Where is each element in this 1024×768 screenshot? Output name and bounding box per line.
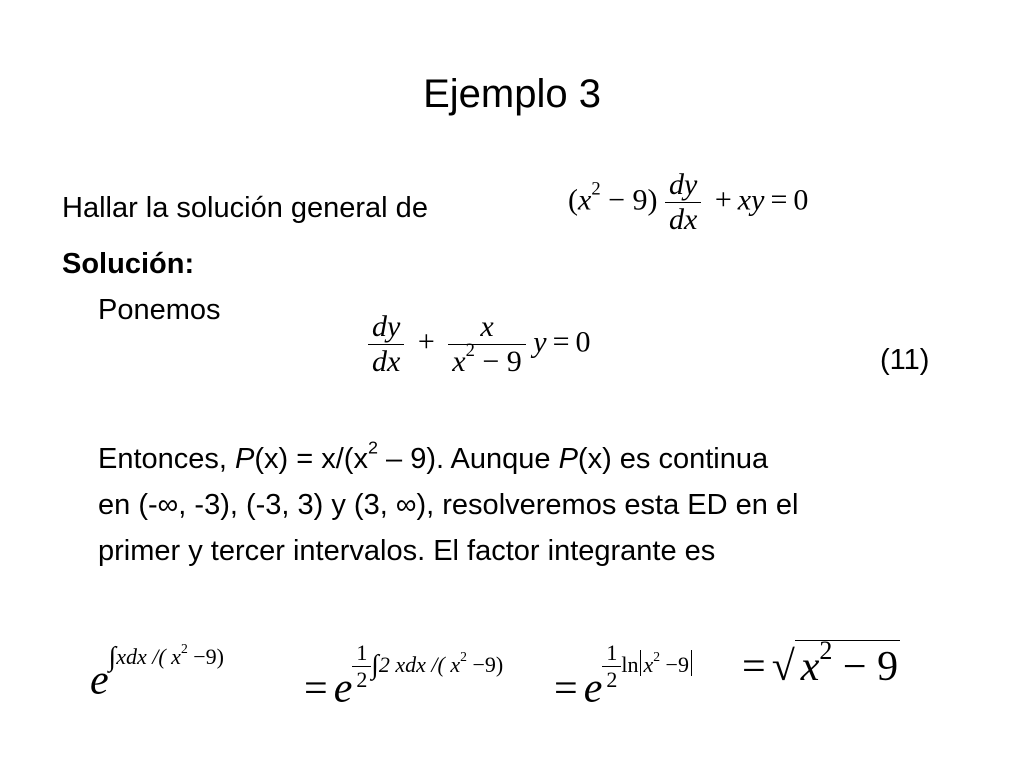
equation-step-2 bbox=[298, 640, 503, 713]
paragraph-line-3: primer y tercer intervalos. El factor integrante es bbox=[98, 535, 716, 567]
eq2-dx: dx bbox=[372, 345, 401, 378]
eq2-den-x: x bbox=[452, 345, 466, 378]
eq2-coefficient bbox=[448, 310, 526, 379]
eq3-part2-end: −9) bbox=[466, 651, 504, 677]
eq1-dy: dy bbox=[665, 168, 701, 203]
eq1-exponent: 2 bbox=[591, 178, 601, 200]
equation-integrating-factor bbox=[90, 640, 224, 705]
eq3-e1: e bbox=[90, 657, 109, 704]
eq1-minus9: − 9) bbox=[600, 183, 658, 217]
eq3-part3-x: x bbox=[643, 651, 654, 677]
line1-pre: Entonces, bbox=[98, 443, 236, 475]
eq2-denominator bbox=[448, 340, 526, 379]
eq3-ln: ln bbox=[621, 651, 639, 677]
line1-exp: 2 bbox=[367, 437, 378, 458]
eq3-part1-end: −9) bbox=[187, 643, 224, 669]
eq3-exponent-3 bbox=[602, 640, 694, 692]
eq3-half-2 bbox=[602, 640, 621, 693]
eq2-y: y bbox=[533, 325, 547, 359]
eq1-zero: 0 bbox=[793, 183, 809, 217]
eq3-part2-exp: 2 bbox=[460, 648, 467, 664]
eq2-equals: = bbox=[552, 325, 570, 359]
half-num-2: 1 bbox=[602, 640, 621, 667]
eq3-part2: 2 xdx /( x bbox=[378, 651, 461, 677]
eq3-equals-3: = bbox=[742, 644, 766, 690]
equation-step-3 bbox=[548, 640, 694, 713]
equation-standard-form bbox=[368, 310, 591, 379]
eq3-equals-2: = bbox=[554, 665, 578, 712]
line1-mid: – 9). Aunque bbox=[377, 443, 559, 475]
integral-icon: ∫ bbox=[371, 647, 379, 679]
eq3-exponent-2 bbox=[352, 640, 504, 692]
eq2-zero: 0 bbox=[575, 325, 591, 359]
abs-bar-right bbox=[691, 650, 692, 676]
rad-x: x bbox=[800, 644, 820, 690]
equation-step-4 bbox=[736, 636, 900, 691]
rad-rest: − 9 bbox=[832, 644, 899, 690]
eq3-part1-exp: 2 bbox=[180, 640, 188, 656]
eq2-den-exponent: 2 bbox=[465, 340, 475, 362]
eq3-exponent-1 bbox=[108, 640, 224, 671]
paragraph-line-1 bbox=[98, 436, 799, 482]
ponemos-text: Ponemos bbox=[98, 294, 221, 326]
line1-x: (x) = x/(x bbox=[254, 443, 368, 475]
eq3-e3: e bbox=[583, 665, 603, 712]
eq3-radicand bbox=[795, 636, 900, 691]
eq3-e2: e bbox=[333, 665, 353, 712]
eq1-plus: + bbox=[714, 183, 732, 217]
line1-x2: (x) es continua bbox=[577, 443, 769, 475]
eq3-part3-end: −9 bbox=[660, 651, 689, 677]
equation-number: (11) bbox=[880, 344, 930, 376]
eq1-x: x bbox=[578, 183, 592, 217]
eq1-derivative bbox=[665, 168, 701, 237]
eq2-den-rest: − 9 bbox=[474, 345, 522, 378]
paragraph-line-2: en (-∞, -3), (-3, 3) y (3, ∞), resolveremos esta ED en el bbox=[98, 489, 799, 521]
abs-bar-left bbox=[640, 650, 641, 676]
eq1-xy: xy bbox=[737, 183, 765, 217]
slide-title: Ejemplo 3 bbox=[423, 72, 601, 116]
eq2-derivative bbox=[368, 310, 404, 379]
half-den-1: 2 bbox=[356, 667, 368, 692]
eq2-plus: + bbox=[417, 325, 435, 359]
equation-ode bbox=[568, 168, 808, 237]
solution-label: Solución: bbox=[62, 248, 195, 280]
explanation-paragraph bbox=[98, 436, 799, 574]
eq3-half-1 bbox=[352, 640, 371, 693]
rad-exp: 2 bbox=[819, 636, 833, 666]
eq3-part3-exp: 2 bbox=[653, 648, 661, 664]
eq1-equals: = bbox=[770, 183, 788, 217]
integral-icon: ∫ bbox=[108, 640, 117, 671]
half-num-1: 1 bbox=[352, 640, 371, 667]
intro-text: Hallar la solución general de bbox=[62, 192, 428, 224]
eq3-equals-1: = bbox=[304, 665, 328, 712]
eq2-dy: dy bbox=[368, 310, 404, 345]
half-den-2: 2 bbox=[606, 667, 618, 692]
line1-P: P bbox=[235, 443, 255, 475]
eq1-lparen: ( bbox=[568, 183, 578, 217]
eq1-dx: dx bbox=[669, 203, 698, 236]
eq3-part1: xdx /( x bbox=[116, 643, 181, 669]
sqrt-icon: √ bbox=[771, 644, 795, 690]
line1-P2: P bbox=[558, 443, 578, 475]
eq2-num-x: x bbox=[448, 310, 526, 345]
